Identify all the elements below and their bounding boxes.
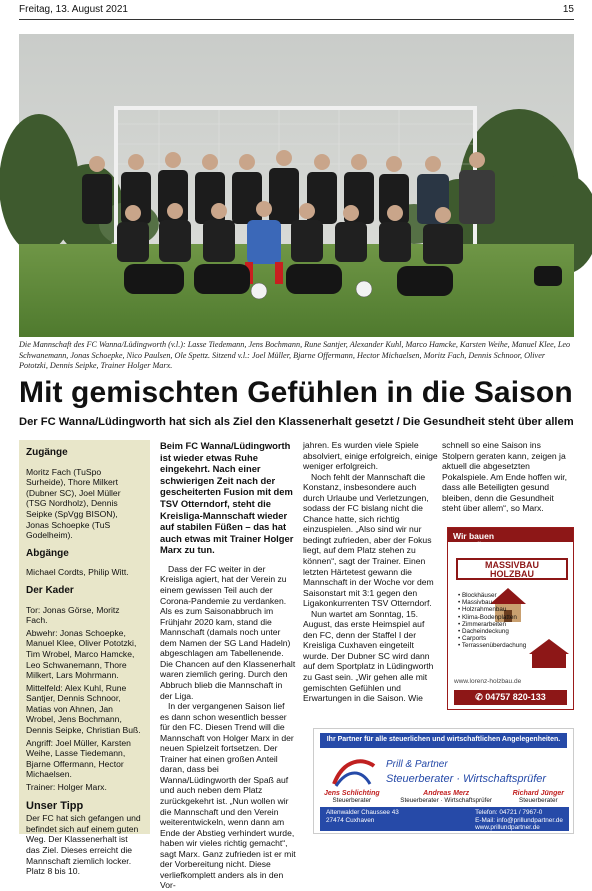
article-paragraph: Dass der FC weiter in der Kreisliga agiert, hat der Verein zu einem gewissen Teil auch der Corona-Pandemie zu verdanken. Als es zum Saisonabbruch im Frühjahr 2020 kam, stand die Mannschaft (damals noch unter dem Namen der SG Land Hadeln) abgeschlagen am Tabellenende. Die Chancen auf den Klassenerhalt waren ziemlich gering. Durch den Abbruch blieb die Mannschaft in der Liga. (160, 563, 296, 701)
service-item: • Blockhäuser (458, 592, 497, 599)
lorenz-holzbau-ad[interactable] (447, 527, 574, 710)
contact-bar (320, 807, 569, 831)
partner-role: Steuerberater (519, 797, 558, 804)
contact-email[interactable]: E-Mail: info@prillundpartner.de (475, 816, 563, 824)
page-header (19, 4, 574, 18)
partner-role: Steuerberater (332, 797, 372, 804)
service-item: • Klima-Bodenplatten (458, 613, 517, 621)
article-column-3 (442, 440, 574, 514)
address-city: 27474 Cuxhaven (326, 816, 375, 824)
service-item: • Carports (458, 635, 487, 643)
partner-list (324, 790, 564, 804)
kader-trainer: Trainer: Holger Marx. (26, 782, 107, 793)
kader-angriff: Angriff: Joel Müller, Karsten Weihe, Lasse Tiedemann, Bjarne Offermann, Hector Michaelsen. (26, 737, 131, 780)
service-item: • Dacheindeckung (458, 628, 509, 636)
ad-phone-number[interactable]: ✆ 04757 820-133 (454, 690, 567, 705)
kader-mittelfeld: Mittelfeld: Alex Kuhl, Rune Santjer, Dennis Schnoor, Matias von Ahnen, Jan Wrobel, Jens Bochmann, Dennis Seipke, Christian Buß. (26, 682, 141, 736)
ad-tagline: Ihr Partner für alle steuerlichen und wirtschaftlichen Angelegenheiten. (320, 733, 567, 748)
service-item: • Massivbau (458, 599, 493, 607)
ad-headline: Wir bauen SCHLÜSSELFERTIG! (448, 528, 573, 542)
ad-brand-box (456, 558, 568, 580)
team-photo (19, 34, 574, 337)
contact-phone[interactable]: Telefon: 04721 / 7967-0 (475, 809, 543, 816)
lorenz-logo (528, 638, 570, 670)
partner-role: Steuerberater · Wirtschaftsprüfer (400, 797, 492, 804)
ad-brand-line-1: MASSIVBAU (484, 560, 539, 570)
article-column-2 (303, 440, 439, 704)
kader-title: Der Kader (26, 584, 74, 596)
photo-caption: Die Mannschaft des FC Wanna/Lüdingworth (v.l.): Lasse Tiedemann, Jens Bochmann, Rune Santjer, Alexander Kuhl, Marco Hamcke, Karsten Weihe, Manuel Klee, Leo Schwanemann, Jonas Schoepke, Nico Paulsen, Ole Spettz. Sitzend v.l.: Joel Müller, Bjarne Offermann, Hector Michaelsen, Moritz Fach, Dennis Schnoor, Oliver Pototzki, Dennis Seipke, Trainer Holger Marx. (19, 340, 571, 370)
abgaenge-text: Michael Cordts, Philip Witt. (26, 567, 129, 578)
prill-logo-icon (330, 756, 378, 788)
service-item: • Holzrahmenbau (458, 606, 507, 614)
team-info-box (19, 440, 150, 877)
service-item: • Terrassenüberdachung (458, 642, 527, 650)
kader-list (26, 605, 143, 793)
article-paragraph: Nun wartet am Sonntag, 15. August, das erste Heimspiel auf den FC, denn der Staffel I der Kreisliga Cuxhaven eingeteilt wurde. Der Dubner SC wird dann auf dem Sportplatz in Lüdingworth zu Gast sein. „Wir gehen alle mit gemischten Gefühlen und Erwartungen in die Saison. Wie (303, 608, 434, 704)
article-paragraph: schnell so eine Saison ins Stolpern geraten kann, zeigen ja aktuell die abgesetzten Pokalspiele. Am Ende hoffen wir, dass alle Beteiligten gesund bleiben, denn die Gesundheit steht über allem“, so Marx. (442, 440, 568, 514)
contact-details (475, 809, 563, 832)
service-item: • Zimmerarbeiten (458, 620, 507, 628)
tip-text: Der FC hat sich gefangen und befindet sich auf einem guten Weg. Der Klassenerhalt ist das Ziel. Dieses erreicht die Mannschaft ziemlich locker. Platz 8 bis 10. (26, 813, 141, 877)
article-paragraph: jahren. Es wurden viele Spiele absolviert, einige erfolgreich, einige weniger erfolgreich. (303, 440, 438, 472)
article-headline: Mit gemischten Gefühlen in die Saison (19, 376, 573, 409)
page-number: 15 (562, 4, 574, 15)
postal-address (326, 809, 399, 829)
kader-abwehr: Abwehr: Jonas Schoepke, Manuel Klee, Oliver Pototzki, Tim Wrobel, Marco Hamcke, Leo Schwanemann, Thore Milkert, Lars Mohrmann. (26, 627, 137, 681)
issue-date: Freitag, 13. August 2021 (19, 4, 128, 15)
firm-name: Prill & Partner (386, 759, 448, 770)
zugaenge-title: Zugänge (26, 447, 68, 458)
tip-title: Unser Tipp (26, 799, 84, 812)
partner-name: Andreas Merz (423, 790, 470, 797)
article-lead: Beim FC Wanna/Lüdingworth ist wieder etwas Ruhe eingekehrt. Nach einer schwierigen Zeit nach der gescheiterten Fusion mit dem TSV Otterndorf, steht die Kreisliga-Mannschaft wieder auf stabilen Füßen – das hat auch etwas mit Trainer Holger Marx zu tun. (160, 440, 294, 556)
partner-name: Richard Jünger (512, 790, 564, 797)
ad-service-list (458, 592, 526, 650)
contact-website[interactable]: www.prillundpartner.de (475, 824, 540, 832)
header-rule (19, 19, 574, 20)
article-column-1 (160, 440, 296, 891)
firm-subtitle: Steuerberater · Wirtschaftsprüfer (386, 773, 547, 785)
partner-item (324, 790, 380, 804)
ad-website-link[interactable]: www.lorenz-holzbau.de (454, 678, 522, 685)
article-paragraph: Noch fehlt der Mannschaft die Konstanz, insbesondere auch durch Urlaube und Verletzungen, sodass der FC bislang nicht die Chance hatte, sich richtig einzuspielen. „Also sind wir nur bedingt zufrieden, aber der Fokus liegt, auf dem Platz stehen zu können“, sagt der Trainer. Einen letzten Härtetest gewann die Mannschaft in der Woche vor dem Saisonstart mit 3:1 gegen den Ligakonkurrenten TSV Otterndorf. (303, 471, 434, 609)
address-street: Altenwalder Chaussee 43 (326, 809, 399, 816)
prill-partner-ad[interactable] (313, 728, 574, 834)
ad-brand-line-2: HOLZBAU (490, 569, 534, 579)
partner-item (513, 790, 564, 804)
kader-tor: Tor: Jonas Görse, Moritz Fach. (26, 604, 120, 626)
zugaenge-text: Moritz Fach (TuSpo Surheide), Thore Milkert (Dubner SC), Joel Müller (TSG Nordholz), Dennis Seipke (SpVgg BISON), Jonas Schoepke (TuS Godelheim). (26, 466, 121, 541)
abgaenge-title: Abgänge (26, 547, 69, 559)
partner-name: Jens Schlichting (324, 790, 380, 797)
article-subline: Der FC Wanna/Lüdingworth hat sich als Ziel den Klassenerhalt gesetzt / Die Gesundheit steht über allem (19, 416, 574, 428)
partner-item (400, 790, 492, 804)
article-paragraph: In der vergangenen Saison lief es dann schon wesentlich besser für den FC. Diesen Trend will die Mannschaft von Holger Marx in der neuen Spielzeit fortsetzen. Der Trainer hat einen großen Anteil daran, dass bei Wanna/Lüdingworth der Spaß auf und auch neben dem Platz zurückgekehrt ist. „Nun wollen wir die Mannschaft und den Verein weiterentwickeln, wenn dann am Ende der Abstieg verhindert wurde, haben wir vieles richtig gemacht“, sagt Marx. Ganz zufrieden ist er mit der Vorbereitung nicht. Diese verliefkomplett anders als in den Vor- (160, 701, 296, 891)
